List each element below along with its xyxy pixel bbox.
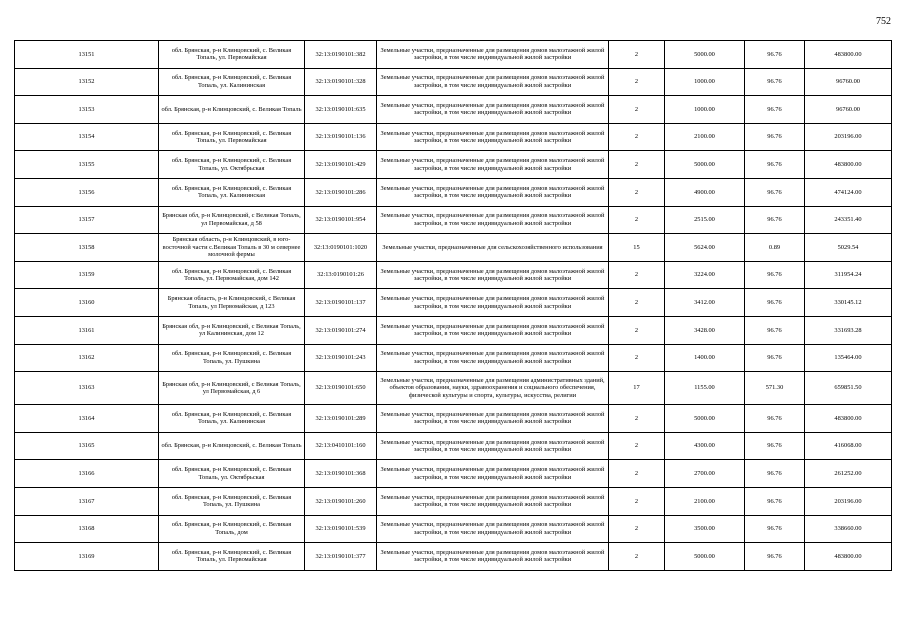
cadastral-value-cell: 659851.50: [805, 372, 892, 405]
group-cell: 17: [609, 372, 665, 405]
table-row: [15, 316, 892, 344]
table-row: [15, 344, 892, 372]
address-cell: обл. Брянская, р-н Клинцовский, с. Великая Топаль: [159, 96, 305, 124]
table-row: [15, 487, 892, 515]
address-cell: обл. Брянская, р-н Клинцовский, с. Великая Топаль, ул. Октябрьская: [159, 460, 305, 488]
group-cell: 2: [609, 405, 665, 433]
rate-cell: 96.76: [745, 515, 805, 543]
land-use-cell: Земельные участки, предназначенные для размещения домов малоэтажной жилой застройки, в том числе индивидуальной жилой застройки: [377, 206, 609, 234]
cadastral-value-cell: 331693.28: [805, 316, 892, 344]
area-cell: 4900.00: [665, 178, 745, 206]
row-number: 13168: [15, 515, 159, 543]
area-cell: 5000.00: [665, 151, 745, 179]
rate-cell: 96.76: [745, 178, 805, 206]
land-use-cell: Земельные участки, предназначенные для размещения домов малоэтажной жилой застройки, в том числе индивидуальной жилой застройки: [377, 487, 609, 515]
group-cell: 2: [609, 41, 665, 69]
cadastral-number-cell: 32:13:0190101:286: [305, 178, 377, 206]
area-cell: 2515.00: [665, 206, 745, 234]
rate-cell: 96.76: [745, 487, 805, 515]
land-use-cell: Земельные участки, предназначенные для размещения административных зданий, объектов образования, науки, здравоохранения и социального обеспечения, физической культуры и спорта, культуры, искусства, религии: [377, 372, 609, 405]
area-cell: 1000.00: [665, 68, 745, 96]
row-number: 13160: [15, 289, 159, 317]
rate-cell: 0.89: [745, 234, 805, 262]
cadastral-number-cell: 32:13:0190101:539: [305, 515, 377, 543]
group-cell: 2: [609, 543, 665, 571]
group-cell: 2: [609, 289, 665, 317]
land-use-cell: Земельные участки, предназначенные для размещения домов малоэтажной жилой застройки, в том числе индивидуальной жилой застройки: [377, 261, 609, 289]
rate-cell: 96.76: [745, 261, 805, 289]
group-cell: 2: [609, 123, 665, 151]
table-row: [15, 96, 892, 124]
cadastral-value-cell: 311954.24: [805, 261, 892, 289]
area-cell: 1000.00: [665, 96, 745, 124]
rate-cell: 96.76: [745, 289, 805, 317]
rate-cell: 96.76: [745, 405, 805, 433]
table-row: [15, 289, 892, 317]
area-cell: 5000.00: [665, 543, 745, 571]
table-row: [15, 543, 892, 571]
area-cell: 2100.00: [665, 487, 745, 515]
group-cell: 2: [609, 316, 665, 344]
group-cell: 2: [609, 344, 665, 372]
group-cell: 2: [609, 515, 665, 543]
cadastral-value-cell: 474124.00: [805, 178, 892, 206]
row-number: 13155: [15, 151, 159, 179]
rate-cell: 96.76: [745, 543, 805, 571]
land-use-cell: Земельные участки, предназначенные для размещения домов малоэтажной жилой застройки, в том числе индивидуальной жилой застройки: [377, 515, 609, 543]
address-cell: Брянская область, р-н Клинцовский, с Великая Топаль, ул Первомайская, д 123: [159, 289, 305, 317]
cadastral-number-cell: 32:13:0190101:954: [305, 206, 377, 234]
address-cell: обл. Брянская, р-н Клинцовский, с. Великая Топаль, ул. Первомайская: [159, 123, 305, 151]
table-row: [15, 68, 892, 96]
row-number: 13157: [15, 206, 159, 234]
area-cell: 2700.00: [665, 460, 745, 488]
address-cell: Брянская обл, р-н Клинцовский, с Великая Топаль, ул Первомайская, д 58: [159, 206, 305, 234]
group-cell: 2: [609, 460, 665, 488]
land-use-cell: Земельные участки, предназначенные для размещения домов малоэтажной жилой застройки, в том числе индивидуальной жилой застройки: [377, 151, 609, 179]
table-row: [15, 432, 892, 460]
area-cell: 2100.00: [665, 123, 745, 151]
cadastral-number-cell: 32:13:0190101:274: [305, 316, 377, 344]
land-use-cell: Земельные участки, предназначенные для размещения домов малоэтажной жилой застройки, в том числе индивидуальной жилой застройки: [377, 289, 609, 317]
address-cell: Брянская обл, р-н Клинцовский, с Великая Топаль, ул Калининская, дом 12: [159, 316, 305, 344]
cadastral-value-cell: 203196.00: [805, 487, 892, 515]
rate-cell: 96.76: [745, 206, 805, 234]
address-cell: обл. Брянская, р-н Клинцовский, с. Великая Топаль, ул. Калининская: [159, 405, 305, 433]
area-cell: 4300.00: [665, 432, 745, 460]
page-number: 752: [876, 16, 891, 27]
group-cell: 2: [609, 261, 665, 289]
land-use-cell: Земельные участки, предназначенные для размещения домов малоэтажной жилой застройки, в том числе индивидуальной жилой застройки: [377, 41, 609, 69]
row-number: 13153: [15, 96, 159, 124]
table-row: [15, 123, 892, 151]
row-number: 13154: [15, 123, 159, 151]
land-use-cell: Земельные участки, предназначенные для размещения домов малоэтажной жилой застройки, в том числе индивидуальной жилой застройки: [377, 68, 609, 96]
land-use-cell: Земельные участки, предназначенные для размещения домов малоэтажной жилой застройки, в том числе индивидуальной жилой застройки: [377, 316, 609, 344]
row-number: 13165: [15, 432, 159, 460]
table-row: [15, 515, 892, 543]
cadastral-value-cell: 96760.00: [805, 68, 892, 96]
cadastral-number-cell: 32:13:0190101:377: [305, 543, 377, 571]
rate-cell: 96.76: [745, 68, 805, 96]
address-cell: обл. Брянская, р-н Клинцовский, с. Великая Топаль, ул. Октябрьская: [159, 151, 305, 179]
cadastral-value-cell: 338660.00: [805, 515, 892, 543]
area-cell: 5000.00: [665, 405, 745, 433]
table-row: [15, 261, 892, 289]
group-cell: 2: [609, 206, 665, 234]
rate-cell: 96.76: [745, 123, 805, 151]
address-cell: обл. Брянская, р-н Клинцовский, с. Великая Топаль, ул. Первомайская, дом 142: [159, 261, 305, 289]
table-row: [15, 372, 892, 405]
area-cell: 3224.00: [665, 261, 745, 289]
cadastral-number-cell: 32:13:0190101:429: [305, 151, 377, 179]
cadastral-number-cell: 32:13:0190101:26: [305, 261, 377, 289]
address-cell: обл. Брянская, р-н Клинцовский, с. Великая Топаль, ул. Калининская: [159, 68, 305, 96]
rate-cell: 96.76: [745, 316, 805, 344]
group-cell: 15: [609, 234, 665, 262]
land-registry-table: [14, 40, 892, 571]
cadastral-number-cell: 32:13:0190101:1020: [305, 234, 377, 262]
land-use-cell: Земельные участки, предназначенные для сельскохозяйственного использования: [377, 234, 609, 262]
land-use-cell: Земельные участки, предназначенные для размещения домов малоэтажной жилой застройки, в том числе индивидуальной жилой застройки: [377, 123, 609, 151]
cadastral-number-cell: 32:13:0190101:260: [305, 487, 377, 515]
address-cell: обл. Брянская, р-н Клинцовский, с. Великая Топаль, ул. Пушкина: [159, 487, 305, 515]
rate-cell: 96.76: [745, 151, 805, 179]
area-cell: 5000.00: [665, 41, 745, 69]
cadastral-number-cell: 32:13:0190101:635: [305, 96, 377, 124]
cadastral-value-cell: 5029.54: [805, 234, 892, 262]
cadastral-value-cell: 330145.12: [805, 289, 892, 317]
land-use-cell: Земельные участки, предназначенные для размещения домов малоэтажной жилой застройки, в том числе индивидуальной жилой застройки: [377, 344, 609, 372]
row-number: 13162: [15, 344, 159, 372]
row-number: 13152: [15, 68, 159, 96]
cadastral-value-cell: 483800.00: [805, 41, 892, 69]
area-cell: 3500.00: [665, 515, 745, 543]
cadastral-number-cell: 32:13:0190101:137: [305, 289, 377, 317]
land-use-cell: Земельные участки, предназначенные для размещения домов малоэтажной жилой застройки, в том числе индивидуальной жилой застройки: [377, 96, 609, 124]
rate-cell: 571.30: [745, 372, 805, 405]
cadastral-value-cell: 135464.00: [805, 344, 892, 372]
table-row: [15, 41, 892, 69]
group-cell: 2: [609, 151, 665, 179]
row-number: 13156: [15, 178, 159, 206]
row-number: 13167: [15, 487, 159, 515]
cadastral-value-cell: 96760.00: [805, 96, 892, 124]
row-number: 13161: [15, 316, 159, 344]
address-cell: обл. Брянская, р-н Клинцовский, с. Великая Топаль, ул. Калининская: [159, 178, 305, 206]
rate-cell: 96.76: [745, 344, 805, 372]
land-use-cell: Земельные участки, предназначенные для размещения домов малоэтажной жилой застройки, в том числе индивидуальной жилой застройки: [377, 405, 609, 433]
table-row: [15, 234, 892, 262]
group-cell: 2: [609, 96, 665, 124]
cadastral-value-cell: 483800.00: [805, 405, 892, 433]
row-number: 13166: [15, 460, 159, 488]
group-cell: 2: [609, 178, 665, 206]
cadastral-value-cell: 203196.00: [805, 123, 892, 151]
table-row: [15, 460, 892, 488]
group-cell: 2: [609, 487, 665, 515]
table-row: [15, 151, 892, 179]
cadastral-number-cell: 32:13:0190101:368: [305, 460, 377, 488]
address-cell: обл. Брянская, р-н Клинцовский, с. Великая Топаль, ул. Пушкина: [159, 344, 305, 372]
rate-cell: 96.76: [745, 432, 805, 460]
cadastral-value-cell: 483800.00: [805, 543, 892, 571]
cadastral-value-cell: 483800.00: [805, 151, 892, 179]
area-cell: 3428.00: [665, 316, 745, 344]
area-cell: 1155.00: [665, 372, 745, 405]
address-cell: обл. Брянская, р-н Клинцовский, с. Великая Топаль, ул. Первомайская: [159, 543, 305, 571]
land-use-cell: Земельные участки, предназначенные для размещения домов малоэтажной жилой застройки, в том числе индивидуальной жилой застройки: [377, 460, 609, 488]
row-number: 13151: [15, 41, 159, 69]
cadastral-number-cell: 32:13:0190101:328: [305, 68, 377, 96]
cadastral-number-cell: 32:13:0190101:136: [305, 123, 377, 151]
cadastral-number-cell: 32:13:0410101:160: [305, 432, 377, 460]
table-body: [15, 41, 892, 571]
land-use-cell: Земельные участки, предназначенные для размещения домов малоэтажной жилой застройки, в том числе индивидуальной жилой застройки: [377, 543, 609, 571]
group-cell: 2: [609, 68, 665, 96]
area-cell: 5624.00: [665, 234, 745, 262]
rate-cell: 96.76: [745, 96, 805, 124]
address-cell: обл. Брянская, р-н Клинцовский, с. Великая Топаль: [159, 432, 305, 460]
land-use-cell: Земельные участки, предназначенные для размещения домов малоэтажной жилой застройки, в том числе индивидуальной жилой застройки: [377, 432, 609, 460]
cadastral-value-cell: 261252.00: [805, 460, 892, 488]
cadastral-number-cell: 32:13:0190101:382: [305, 41, 377, 69]
address-cell: Брянская обл, р-н Клинцовский, с Великая Топаль, ул Первомайская, д 6: [159, 372, 305, 405]
address-cell: обл. Брянская, р-н Клинцовский, с. Великая Топаль, дом: [159, 515, 305, 543]
table-row: [15, 405, 892, 433]
area-cell: 1400.00: [665, 344, 745, 372]
row-number: 13169: [15, 543, 159, 571]
cadastral-value-cell: 243351.40: [805, 206, 892, 234]
rate-cell: 96.76: [745, 41, 805, 69]
land-use-cell: Земельные участки, предназначенные для размещения домов малоэтажной жилой застройки, в том числе индивидуальной жилой застройки: [377, 178, 609, 206]
row-number: 13163: [15, 372, 159, 405]
cadastral-number-cell: 32:13:0190101:650: [305, 372, 377, 405]
row-number: 13159: [15, 261, 159, 289]
address-cell: обл. Брянская, р-н Клинцовский, с. Великая Топаль, ул. Первомайская: [159, 41, 305, 69]
row-number: 13164: [15, 405, 159, 433]
cadastral-number-cell: 32:13:0190101:243: [305, 344, 377, 372]
address-cell: Брянская область, р-н Клинцовский, в юго-восточной части с.Великая Топаль в 30 м севернее молочной фермы: [159, 234, 305, 262]
cadastral-value-cell: 416068.00: [805, 432, 892, 460]
group-cell: 2: [609, 432, 665, 460]
cadastral-number-cell: 32:13:0190101:289: [305, 405, 377, 433]
row-number: 13158: [15, 234, 159, 262]
table-row: [15, 178, 892, 206]
area-cell: 3412.00: [665, 289, 745, 317]
table-row: [15, 206, 892, 234]
rate-cell: 96.76: [745, 460, 805, 488]
